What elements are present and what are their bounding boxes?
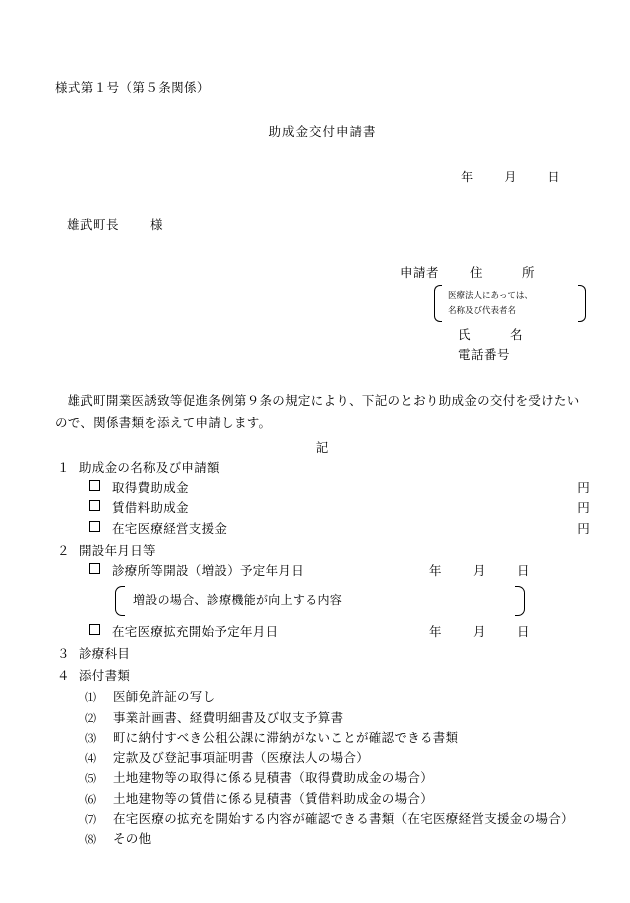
attachment-list xyxy=(55,687,590,849)
date-year-label: 年 xyxy=(429,563,443,578)
section-2-title: 開設年月日等 xyxy=(79,542,156,558)
date-inline-expansion xyxy=(429,622,530,642)
section-4 xyxy=(55,666,590,849)
addressee-line xyxy=(55,215,590,233)
document-title: 助成金交付申請書 xyxy=(268,124,377,139)
list-item-label: 定款及び登記事項証明書（医療法人の場合） xyxy=(113,750,370,766)
amount-unit: 円 xyxy=(577,480,590,495)
checkbox-icon[interactable] xyxy=(89,624,100,635)
date-year-label: 年 xyxy=(461,170,474,184)
list-item-number: ⑹ xyxy=(85,792,97,806)
applicant-address-row xyxy=(400,263,590,282)
list-item xyxy=(55,809,590,829)
section-3-number: ３ xyxy=(57,645,70,661)
checkbox-row-acquisition[interactable] xyxy=(55,478,590,498)
checkbox-row-homecare-expansion-date[interactable] xyxy=(55,622,590,642)
list-item-number: ⑴ xyxy=(85,691,97,705)
checkbox-icon[interactable] xyxy=(89,563,100,574)
checkbox-label: 賃借料助成金 xyxy=(112,500,189,516)
section-1-number: １ xyxy=(57,459,70,475)
list-item-number: ⑷ xyxy=(85,752,97,766)
section-1 xyxy=(55,458,590,539)
date-year-label: 年 xyxy=(429,623,443,639)
list-item-label: 医師免許証の写し xyxy=(113,689,216,705)
date-day-label: 日 xyxy=(516,623,530,639)
checkbox-row-rent[interactable] xyxy=(55,498,590,518)
applicant-phone-row: 電話番号 xyxy=(458,346,511,362)
list-item-label: 在宅医療の拡充を開始する内容が確認できる書類（在宅医療経営支援金の場合） xyxy=(113,810,574,826)
date-month-label: 月 xyxy=(473,563,487,578)
section-3 xyxy=(55,644,590,664)
checkbox-icon[interactable] xyxy=(89,480,100,491)
applicant-corporation-note xyxy=(434,285,586,322)
list-item xyxy=(55,728,590,748)
checkbox-row-clinic-opening-date[interactable] xyxy=(55,561,590,581)
list-item xyxy=(55,768,590,788)
list-item xyxy=(55,687,590,707)
date-day-label: 日 xyxy=(516,563,530,578)
addressee-honorific: 様 xyxy=(149,217,163,232)
checkbox-row-homecare-support[interactable] xyxy=(55,519,590,539)
expansion-note-bracket xyxy=(115,586,525,615)
checkbox-label: 在宅医療経営支援金 xyxy=(112,520,228,536)
list-item-number: ⑻ xyxy=(85,833,97,847)
applicant-address-label: 住 所 xyxy=(469,265,535,280)
list-item-number: ⑸ xyxy=(85,772,97,786)
list-item-label: その他 xyxy=(113,831,152,847)
amount-unit: 円 xyxy=(577,520,590,536)
section-2-heading xyxy=(55,541,590,561)
section-2-number: ２ xyxy=(57,542,70,558)
list-item xyxy=(55,708,590,728)
date-month-label: 月 xyxy=(473,623,487,639)
section-1-heading xyxy=(55,458,590,478)
addressee-name: 雄武町長 xyxy=(67,217,120,232)
list-item-number: ⑶ xyxy=(85,731,97,745)
checkbox-icon[interactable] xyxy=(89,521,100,532)
date-line xyxy=(55,168,590,185)
checkbox-label: 診療所等開設（増設）予定年月日 xyxy=(112,563,305,578)
date-day-label: 日 xyxy=(547,170,560,184)
ki-mark: 記 xyxy=(315,439,330,455)
applicant-note-line-1: 医療法人にあっては、 xyxy=(448,291,533,302)
expansion-note-text: 増設の場合、診療機能が向上する内容 xyxy=(133,593,343,608)
body-paragraph: 雄武町開業医誘致等促進条例第９条の規定により、下記のとおり助成金の交付を受けたいので、関係書類を添えて申請します。 xyxy=(55,393,580,430)
section-3-title: 診療科目 xyxy=(79,645,131,661)
section-4-number: ４ xyxy=(57,668,70,684)
applicant-note-line-2: 名称及び代表者名 xyxy=(448,305,517,316)
checkbox-icon[interactable] xyxy=(89,500,100,511)
section-2 xyxy=(55,541,590,642)
list-item-number: ⑵ xyxy=(85,711,97,725)
list-item-label: 事業計画書、経費明細書及び収支予算書 xyxy=(113,709,344,725)
applicant-name-row: 氏 名 xyxy=(458,327,524,343)
applicant-block xyxy=(55,263,590,364)
checkbox-label: 取得費助成金 xyxy=(112,480,189,495)
list-item xyxy=(55,748,590,768)
list-item-label: 町に納付すべき公租公課に滞納がないことが確認できる書類 xyxy=(113,729,459,745)
amount-unit: 円 xyxy=(577,500,590,516)
section-1-title: 助成金の名称及び申請額 xyxy=(79,459,220,475)
section-4-heading xyxy=(55,666,590,686)
form-number: 様式第１号（第５条関係） xyxy=(55,80,210,95)
list-item-label: 土地建物等の取得に係る見積書（取得費助成金の場合） xyxy=(113,770,434,786)
list-item xyxy=(55,829,590,849)
checkbox-label: 在宅医療拡充開始予定年月日 xyxy=(112,623,279,639)
list-item xyxy=(55,789,590,809)
section-4-title: 添付書類 xyxy=(79,668,131,684)
section-3-heading xyxy=(55,644,590,664)
list-item-number: ⑺ xyxy=(85,812,97,826)
list-item-label: 土地建物等の賃借に係る見積書（賃借料助成金の場合） xyxy=(113,790,434,806)
applicant-label: 申請者 xyxy=(400,265,440,280)
date-inline-opening xyxy=(429,561,530,581)
date-month-label: 月 xyxy=(504,170,517,184)
